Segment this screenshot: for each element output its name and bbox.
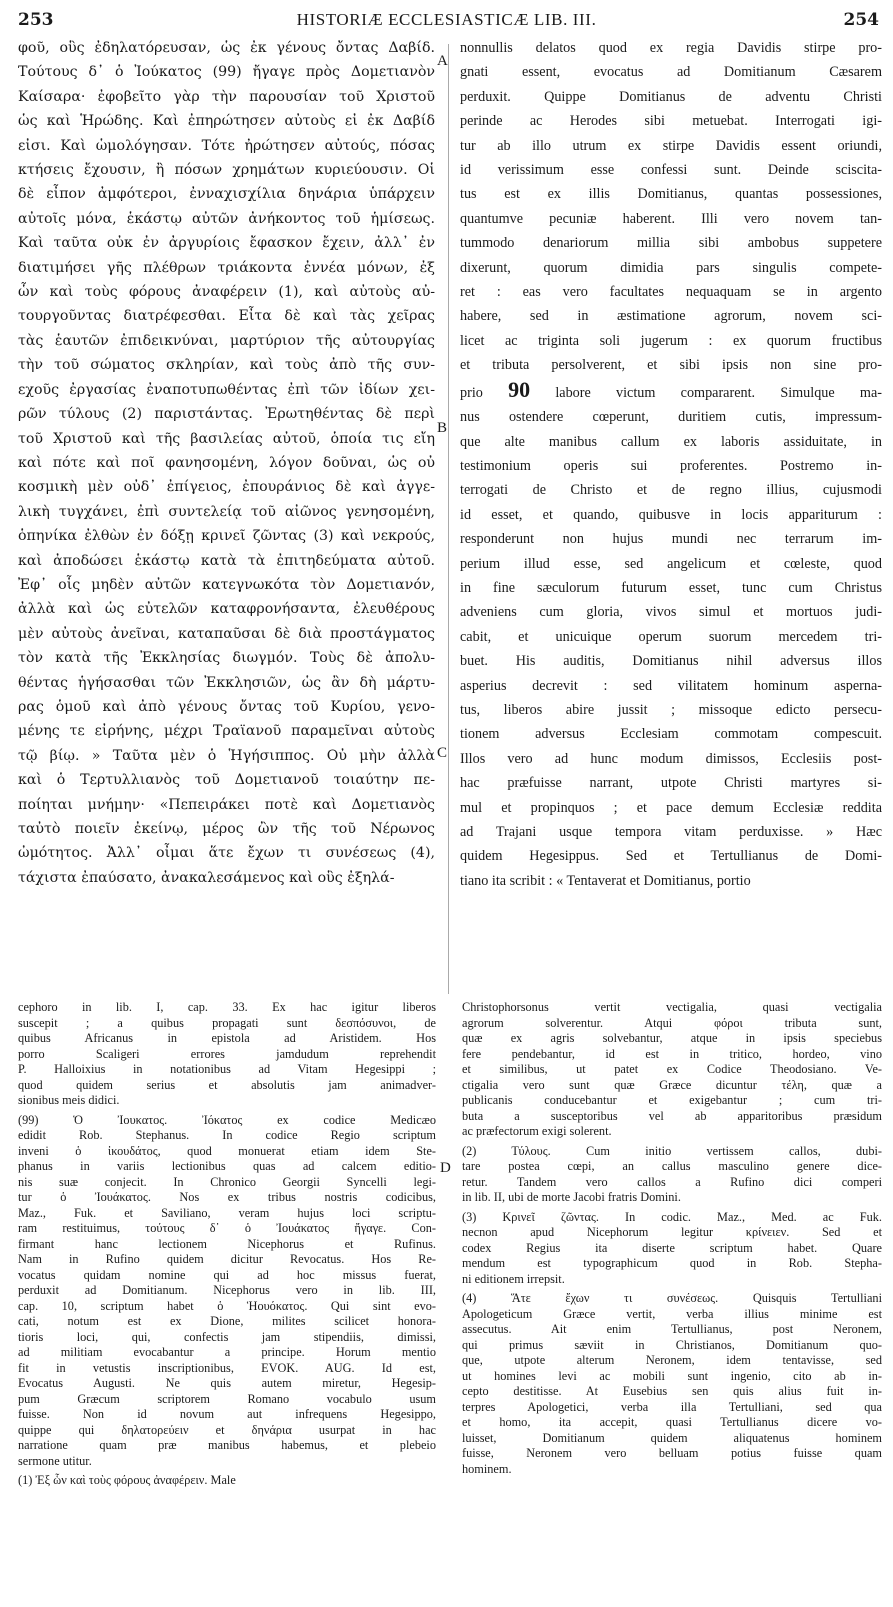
footnote-line: buta a susceptoribus vel ab apparitoribus præsidum [462,1108,882,1123]
margin-letter-a: A [437,53,448,69]
latin-text-line: perium illud esse, sed angelicum et cœleste, quod [460,555,882,572]
latin-text-line: tummodo denariorum millia sibi ambobus suppetere [460,235,882,252]
greek-text-line: θέντας ἡγήσασθαι τῶν Ἐκκλησιῶν, ὡς ἂν δὴ μάρτυ- [18,674,435,691]
latin-text-line: tur ab illo utrum ex stirpe Davidis essent oriundi, [460,137,882,154]
latin-text-line: perinde ac Herodes sibi metuebat. Interrogati igi- [460,113,882,130]
latin-text-line: et tributa persolverent, et sibi ipsis non sine pro- [460,357,882,374]
latin-text-line: mul et propinquos ; et pace demum Ecclesiæ reddita [460,799,882,816]
footnote-line: Evocatus Augusti. Ne quis autem miretur, Hegesip- [18,1376,436,1390]
greek-text-column [18,36,435,996]
footnote-line: tur ὁ Ἰουάκατος. Nos ex tribus nostris codicibus, [18,1190,436,1204]
greek-text-line: κτήσεις ἔχουσιν, ἢ πόσων χρημάτων κυριεύουσιν. Οἱ [18,162,435,179]
greek-text-line: Ἐφ᾽ οἷς μηδὲν αὐτῶν κατεγνωκότα τὸν Δομετιανόν, [18,576,435,593]
greek-text-line: καὶ ἀποδώσει ἑκάστῳ κατὰ τὰ ἐπιτηδεύματα αὐτοῦ. [18,552,435,569]
footnote-line: sermone utitur. [18,1453,92,1468]
greek-text-line: ταὐτὸ ποιεῖν ἐκείνῳ, μέρος ὢν τῆς τοῦ Νέρωνος [18,821,435,837]
latin-text-column [460,36,882,996]
footnote-line: cephoro in lib. I, cap. 33. Ex hac igitur liberos [18,1000,436,1014]
greek-text-line: τοῦ Χριστοῦ καὶ τῆς βασιλείας αὐτοῦ, ὁποία τις εἴη [18,430,435,447]
margin-letter-d: D [440,1160,451,1176]
footnote-line: (1) Ἐξ ὧν καὶ τοὺς φόρους ἀναφέρειν. Male [18,1473,236,1487]
footnote-line: agrorum solverentur. Atqui φόροι tributa sunt, [462,1015,882,1030]
greek-text-line: ποίηται μνήμην· «Πεπειράκει ποτὲ καὶ Δομετιανὸς [18,796,435,813]
latin-text-line: tiano ita scribit : « Tentaverat et Domitianus, portio [460,872,751,889]
latin-text-line: perduxit. Quippe Domitianus de adventu Christi [460,88,882,105]
footnote-line: publicanis conducebantur et exigebantur ; cum tri- [462,1093,882,1107]
footnote-line: ctigalia vero sunt quæ Græce dicuntur τέλη, quæ a [462,1077,882,1092]
footnote-line: phanus in variis lectionibus quas ad calcem editio- [18,1159,436,1173]
footnotes-right-column [462,1000,882,1605]
footnote-line: fit in vetustis inscriptionibus, EVOK. AUG. Id est, [18,1360,436,1375]
footnote-line: que, utpote alterum Neronem, idem tentavisse, sed [462,1353,882,1367]
latin-text-line: tionem adversus Ecclesiam commotam compescuit. [460,726,882,743]
greek-text-line: μένης τε εἰρήνης, μέχρι Τραϊανοῦ παραμεῖναι αὐτοὺς [18,723,435,740]
footnote-line: ut homines levi ac mobili sunt ingenio, cito ab in- [462,1368,882,1383]
footnote-line: fuisse, Neronem vero belluam potius fuisse quam [462,1446,882,1460]
greek-text-line: Καίσαρα· ἐφοβεῖτο γὰρ τὴν παρουσίαν τοῦ Χριστοῦ [18,88,435,105]
footnote-line: pum Græcum scriptorem Romano vocabulo usum [18,1391,436,1406]
latin-text-line: cabit, et unicuique operum suorum mercedem tri- [460,628,882,645]
footnote-line: (3) Κρινεῖ ζῶντας. In codic. Maz., Med. ac Fuk. [462,1209,882,1224]
footnote-line: nis suæ conjecit. In Chronico Georgii Syncelli legi- [18,1174,436,1189]
footnote-line: cap. 10, scriptum habet ὁ Ἡουόκατος. Qui sint evo- [18,1298,436,1313]
greek-text-line: ἀλλὰ καὶ ὡς εὐτελῶν καταφρονήσαντα, ἐλευθέρους [18,601,435,618]
latin-text-line: buet. His auditis, Domitianus nihil adversus illos [460,653,882,670]
footnote-line: (2) Τύλους. Cum initio vertissem callos, dubi- [462,1143,882,1158]
footnotes-left-column [18,1000,436,1605]
column-divider [448,44,449,994]
greek-text-line: τὰς ἑαυτῶν ἐπιδεικνύναι, μαρτύριον τῆς αὐτουργίας [18,332,435,349]
greek-text-line: διατιμήσει γῆς πλέθρων τριάκοντα ἐννέα μόνων, ἐξ [18,259,435,276]
running-header [0,6,893,32]
footnote-line: Christophorsonus vertit vectigalia, quasi vectigalia [462,1000,882,1014]
greek-text-line: τῷ βίῳ. » Ταῦτα μὲν ὁ Ἡγήσιππος. Οὐ μὴν ἀλλὰ [18,747,435,764]
greek-text-line: αὐτοῖς μόνα, ἑκάστῳ αὐτῶν ἀνήκοντος τοῦ ἡμίσεως. [18,210,435,227]
footnote-line: ac præfectorum exigi solerent. [462,1124,612,1138]
latin-text-line: nus ostendere cœperunt, duritiem cutis, impressum- [460,409,882,426]
footnote-line: luisset, Domitianum quidem aliquatenus hominem [462,1430,882,1445]
latin-text-line: dixerunt, quorum dimidia pars singulis compete- [460,259,882,276]
latin-text-line: habere, sed in æstimatione agrorum, novem sci- [460,308,882,325]
footnote-line: ad militiam evocabantur a principe. Horum mentio [18,1345,436,1359]
latin-text-line: tus est ex illis Domitianus, quantas possessiones, [460,186,882,203]
footnote-line: codex Regius ita diserte scriptum habet. Quare [462,1240,882,1255]
footnote-line: P. Halloixius in notationibus ad Vitam Hegesippi ; [18,1062,436,1076]
footnote-line: quæ ex agris solvebantur, atque in ipsis speciebus [462,1031,882,1045]
left-page-number: 253 [18,10,54,30]
footnote-line: Nam in Rufino quidem dicitur Revocatus. Hos Re- [18,1252,436,1266]
footnote-line: ni editionem irrepsit. [462,1271,565,1286]
latin-text-line: id verissimum esse confessi sunt. Deinde sciscita- [460,162,882,179]
greek-text-line: ὁπηνίκα ἐλθὼν ἐν δόξῃ κρινεῖ ζῶντας (3) καὶ νεκρούς, [18,528,435,545]
footnote-line: qui primus sæviit in Christianos, Domitianum quo- [462,1337,882,1352]
footnote-line: Apologeticum Græce vertit, verba illius minime est [462,1306,882,1321]
footnote-line: terpres Apologetici, verba illa Tertulliani, sed qua [462,1399,882,1414]
footnote-line: edidit Rob. Stephanus. In codice Regio scriptum [18,1128,436,1142]
greek-text-line: καὶ πότε καὶ ποῖ φανησομένη, λόγον δοῦναι, ὡς οὐ [18,454,435,471]
latin-text-line: quidem Hegesippus. Sed et Tertullianus de Domi- [460,848,882,865]
latin-text-line: licet ac triginta soli jugerum : ex quorum fructibus [460,332,882,349]
footnote-line: porro Scaligeri errores jamdudum reprehendit [18,1046,436,1061]
footnote-line: Maz., Fuk. et Saviliano, veram hujus loci scriptu- [18,1205,436,1220]
footnote-line: (99) Ὁ Ἰουκατος. Ἰόκατος ex codice Medicæo [18,1112,436,1127]
latin-text-line: terrogati de Christo et de regno illius, cujusmodi [460,482,882,499]
margin-letter-b: B [437,420,448,436]
greek-text-line: κοσμικὴ μὲν οὐδ᾽ ἐπίγειος, ἐπουράνιος δὲ καὶ ἀγγε- [18,479,435,496]
original-page-number: 90 [508,376,531,402]
footnote-line: inveni ὁ ἰκουδάτος, quod monuerat etiam idem Ste- [18,1143,436,1158]
latin-text-line: quantumve pecuniæ haberent. Illi vero novem tan- [460,210,882,227]
footnote-line: quippe qui δηλατορεύειν et δηνάρια usurpat in hac [18,1422,436,1437]
footnote-line: narratione quam præ manibus habemus, et plebeio [18,1438,436,1452]
greek-text-line: εχοῦς ἐργασίας ἐναποτυπωθέντας ἐπὶ τῶν ἰδίων χει- [18,381,435,398]
footnote-line: in lib. II, ubi de morte Jacobi fratris Domini. [462,1190,681,1204]
footnote-line: perduxit ad Domitianum. Nicephorus vero in lib. III, [18,1283,436,1297]
latin-text-line: testimonium operis sui proferentes. Postremo in- [460,457,882,474]
running-title: HISTORIÆ ECCLESIASTICÆ LIB. III. [296,10,597,29]
footnote-line: quod quidem serius et absolutis jam animadver- [18,1077,436,1092]
greek-text-line: τάχιστα ἐπαύσατο, ἀνακαλεσάμενος καὶ οὓς ἐξηλά- [18,869,395,886]
footnote-line: et homo, ita accepit, quasi Tertullianus dicere vo- [462,1415,882,1429]
greek-text-line: λικὴ τυγχάνει, ἐπὶ συντελείᾳ τοῦ αἰῶνος γενησομένη, [18,503,435,520]
greek-text-line: φοῦ, οὓς ἐδηλατόρευσαν, ὡς ἐκ γένους ὄντας Δαβίδ. [18,40,435,56]
footnote-line: sionibus meis didici. [18,1093,120,1107]
footnote-line: tioris loci, qui, confectis jam stipendiis, dimissi, [18,1329,436,1344]
footnote-line: assecutus. Ait enim Tertullianus, post Neronem, [462,1322,882,1336]
footnote-line: cati, notum est ex Dione, milites scilicet honora- [18,1314,436,1328]
latin-text-line: nonnullis delatos quod ex regia Davidis stirpe pro- [460,40,882,56]
greek-text-line: Τούτους δ᾽ ὁ Ἰούκατος (99) ἤγαγε πρὸς Δομετιανὸν [18,64,435,81]
greek-text-line: τὸν κατὰ τῆς Ἐκκλησίας διωγμόν. Τοὺς δὲ ἀπολυ- [18,650,435,667]
greek-text-line: ὠμότητος. Ἀλλ᾽ οἶμαι ἅτε ἔχων τι συνέσεως (4), [18,845,435,862]
right-page-number: 254 [843,10,879,30]
latin-text-line: adveniens cum gloria, vivos simul et mortuos judi- [460,604,882,621]
footnote-line: retur. Tandem vero callos a Rufino dici comperi [462,1174,882,1189]
footnote-line: ram restituimus, τούτους δ᾽ ὁ Ἰουάκατος ἤγαγε. Con- [18,1221,436,1235]
latin-text-line: id esset, et quando, quibusve in locis appariturum : [460,506,882,523]
greek-text-line: εἰσι. Καὶ ὡμολόγησαν. Τότε ἠρώτησεν αὐτούς, πόσας [18,137,435,154]
greek-text-line: ρας ὁμοῦ καὶ ἀπὸ γένους ὄντας τοῦ Κυρίου, γενο- [18,698,435,715]
footnote-line: necnon apud Nicephorum legitur κρίνειεν. Sed et [462,1225,882,1239]
footnote-line: fuisse. Non id novum aut infrequens Hegesippo, [18,1407,436,1421]
latin-text-line: asperius decrevit : sed vilitatem hominum asperna- [460,677,882,694]
footnote-line: cepto destitisse. At Eusebius sen quis alius fuit in- [462,1384,882,1398]
latin-text-line: prio 90 labore victum compararent. Simulque ma- [460,376,882,402]
latin-text-line: tus, liberos abire jussit ; missoque edicto persecu- [460,701,882,718]
latin-text-line: ad Trajani usque tempora vitam perduxisse. » Hæc [460,824,882,840]
footnote-line: et similibus, ut patet ex Codice Theodosiano. Ve- [462,1062,882,1076]
greek-text-line: μὲν αὐτοὺς ἀνεῖναι, καταπαῦσαι δὲ διὰ προστάγματος [18,625,435,642]
footnote-line: quibus Africanus in epistola ad Aristidem. Hos [18,1031,436,1045]
greek-text-line: τὴν τοῦ σώματος σκληρίαν, καὶ τοὺς ἀπὸ τῆς συν- [18,357,435,374]
footnote-line: tare postea cœpi, an callus masculino genere dice- [462,1159,882,1173]
greek-text-line: τουργοῦντας διατρέφεσθαι. Εἶτα δὲ καὶ τὰς χεῖρας [18,308,435,325]
latin-text-line: Illos vero ad hunc modum dimissos, Ecclesiis post- [460,750,882,767]
footnote-line: firmant hanc lectionem Nicephorus et Rufinus. [18,1236,436,1251]
latin-text-line: que alte manibus callum ex laboris assiduitate, in [460,433,882,450]
footnote-line: mendum est typographicum quod in Rob. Stepha- [462,1256,882,1270]
greek-text-line: Καὶ ταῦτα οὐκ ἐν ἀργυρίοις ἔφασκον ἔχειν, ἀλλ᾽ ἐν [18,235,435,252]
footnote-line: fere pendebantur, id est in tritico, hordeo, vino [462,1046,882,1061]
greek-text-line: καὶ ὁ Τερτυλλιανὸς τοῦ Δομετιανοῦ τοιαύτην πε- [18,772,435,789]
greek-text-line: ρῶν τύλους (2) παριστάντας. Ἐρωτηθέντας δὲ περὶ [18,406,435,423]
latin-text-line: in fine sæculorum futurum esset, tunc cum Christus [460,579,882,596]
footnote-line: suscepit ; a quibus propagati sunt δεσπόσυνοι, de [18,1015,436,1030]
greek-text-line: ὡς καὶ Ἡρώδης. Καὶ ἐπηρώτησεν αὐτοὺς εἰ ἐκ Δαβίδ [18,113,435,130]
latin-text-line: hac præfuisse narrant, utpote Christi martyres si- [460,775,882,792]
greek-text-line: δὲ εἶπον ἀμφότεροι, ἐνναχισχίλια δηνάρια ὑπάρχειν [18,186,435,203]
footnote-line: vocatus quidam nomine qui ad hoc missus fuerat, [18,1267,436,1282]
footnote-line: hominem. [462,1461,512,1476]
greek-text-line: ὧν καὶ τοὺς φόρους ἀναφέρειν (1), καὶ αὐτοὺς αὐ- [18,284,435,301]
latin-text-line: ret : eas vero facultates nequaquam se in argento [460,284,882,301]
latin-text-line: gnati essent, evocatus ad Domitianum Cæsarem [460,64,882,81]
margin-letter-c: C [437,745,448,761]
latin-text-line: responderunt non hujus mundi nec terrarum im- [460,531,882,548]
footnote-line: (4) Ἅτε ἔχων τι συνέσεως. Quisquis Tertulliani [462,1291,882,1305]
